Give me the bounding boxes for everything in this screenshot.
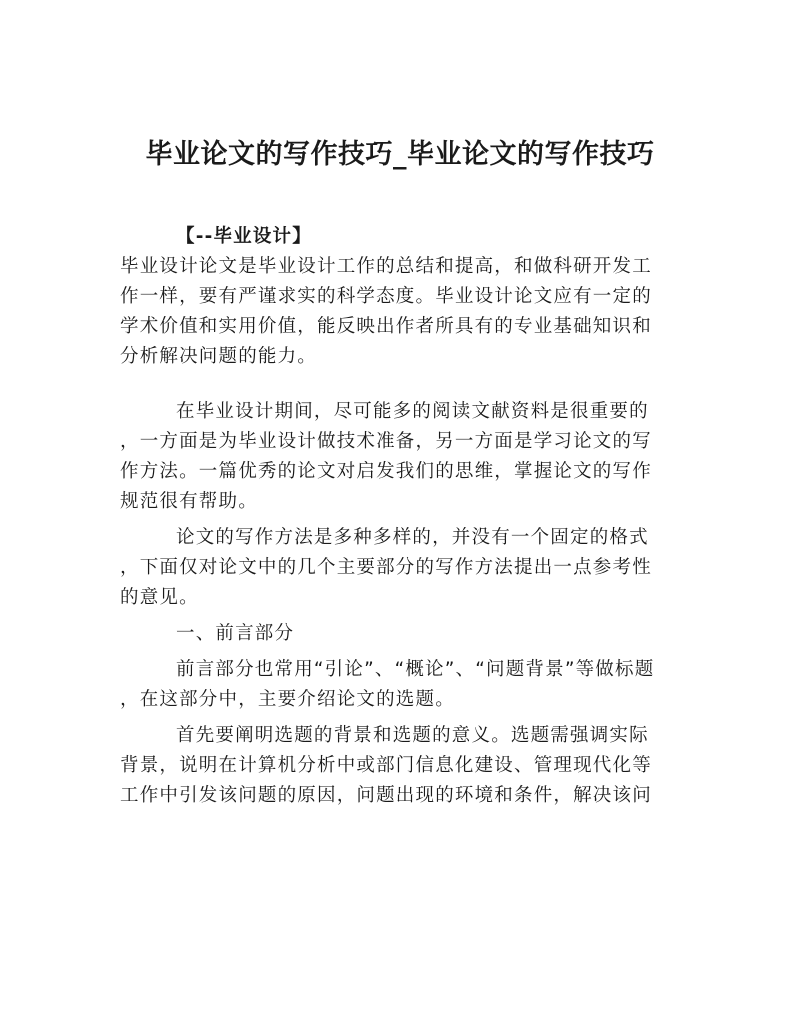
paragraph-intro [120, 252, 682, 372]
paragraph-line: 作一样，要有严谨求实的科学态度。毕业设计论文应有一定的 [120, 286, 652, 307]
paragraph-line: 的意见。 [120, 587, 199, 608]
paragraph-line: ，下面仅对论文中的几个主要部分的写作方法提出一点参考性 [120, 557, 652, 578]
paragraph-line: 学术价值和实用价值，能反映出作者所具有的专业基础知识和 [120, 316, 652, 337]
paragraph-line: 首先要阐明选题的背景和选题的意义。选题需强调实际 [176, 725, 649, 746]
section-heading-preface [120, 619, 682, 649]
paragraph-methods [120, 523, 682, 613]
paragraph-line: 规范很有帮助。 [120, 491, 258, 512]
paragraph-line: 工作中引发该问题的原因，问题出现的环境和条件，解决该问 [120, 785, 652, 806]
paragraph-line: 在毕业设计期间，尽可能多的阅读文献资料是很重要的 [176, 401, 649, 422]
paragraph-line: 作方法。一篇优秀的论文对启发我们的思维，掌握论文的写作 [120, 461, 652, 482]
paragraph-line: ，在这部分中，主要介绍论文的选题。 [120, 689, 455, 710]
paragraph-line: 论文的写作方法是多种多样的，并没有一个固定的格式 [176, 527, 649, 548]
page-title: 毕业论文的写作技巧_毕业论文的写作技巧 [145, 139, 655, 170]
paragraph-line: 背景，说明在计算机分析中或部门信息化建设、管理现代化等 [120, 755, 652, 776]
category-tag: 【--毕业设计】 [176, 226, 312, 247]
paragraph-reading [120, 397, 682, 517]
paragraph-preface [120, 655, 682, 715]
document-body [120, 222, 682, 811]
paragraph-line: 前言部分也常用“引论”、“概论”、“问题背景”等做标题 [176, 659, 655, 680]
paragraph-line: ，一方面是为毕业设计做技术准备，另一方面是学习论文的写 [120, 431, 652, 452]
paragraph-line: 毕业设计论文是毕业设计工作的总结和提高，和做科研开发工 [120, 256, 652, 277]
paragraph-line: 分析解决问题的能力。 [120, 346, 318, 367]
paragraph-background [120, 721, 682, 811]
section-heading: 一、前言部分 [176, 623, 295, 644]
